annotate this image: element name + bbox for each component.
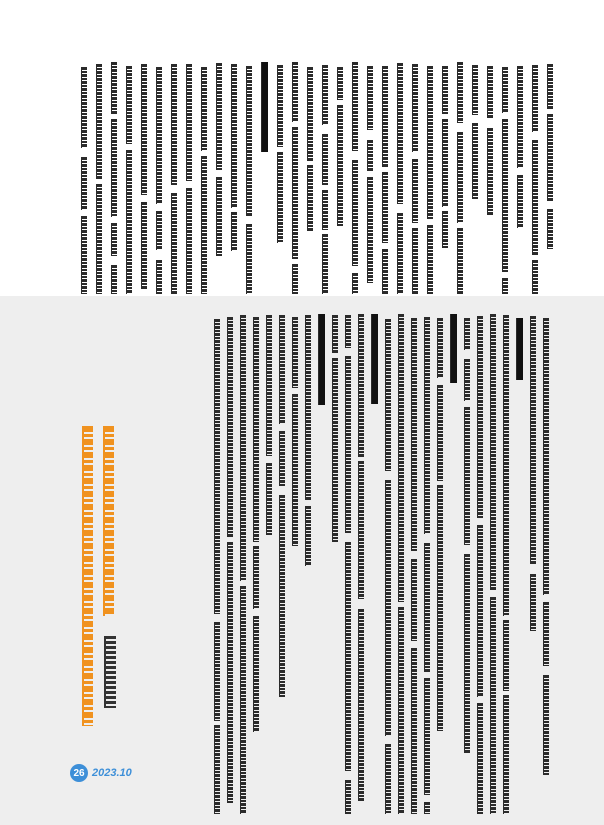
- text-column: [139, 62, 148, 294]
- text-column: [425, 62, 434, 294]
- script-line: [345, 542, 351, 772]
- text-column: [440, 62, 449, 294]
- script-line: [464, 359, 470, 401]
- script-line: [464, 318, 470, 350]
- script-line: [156, 67, 162, 204]
- text-column: [462, 314, 471, 814]
- script-line: [171, 64, 177, 185]
- script-line: [530, 316, 536, 564]
- script-line: [382, 172, 388, 244]
- script-line: [141, 64, 147, 195]
- script-line: [503, 620, 509, 690]
- script-line: [367, 140, 373, 171]
- text-column: [435, 314, 444, 814]
- script-line: [322, 65, 328, 125]
- script-line: [424, 543, 430, 672]
- script-line: [292, 394, 298, 545]
- script-line: [111, 223, 117, 256]
- issue-date: 2023.10: [92, 767, 132, 779]
- script-line: [503, 315, 509, 616]
- script-line: [503, 695, 509, 814]
- text-column: [305, 62, 314, 294]
- script-line: [442, 211, 448, 247]
- text-column: [475, 314, 484, 814]
- script-line: [126, 66, 132, 144]
- text-column: [396, 314, 405, 814]
- text-column: [500, 62, 509, 294]
- text-column: [251, 314, 260, 814]
- script-line: [437, 385, 443, 481]
- script-line: [516, 318, 523, 380]
- script-line: [532, 65, 538, 132]
- script-line: [318, 314, 325, 405]
- script-line: [543, 318, 549, 595]
- text-column: [409, 314, 418, 814]
- script-line: [547, 114, 553, 201]
- script-line: [477, 316, 483, 518]
- script-line: [457, 62, 463, 123]
- script-line: [266, 463, 272, 535]
- script-line: [307, 67, 313, 161]
- script-line: [305, 315, 311, 500]
- script-line: [411, 318, 417, 551]
- text-column: [515, 62, 524, 294]
- text-column: [488, 314, 497, 814]
- script-line: [214, 725, 220, 814]
- script-line: [382, 249, 388, 294]
- script-line: [450, 314, 457, 383]
- text-column: [124, 62, 133, 294]
- script-line: [81, 67, 87, 148]
- script-line: [227, 317, 233, 537]
- text-column: [79, 62, 88, 294]
- script-line: [547, 64, 553, 109]
- script-line: [292, 317, 298, 388]
- text-column: [320, 62, 329, 294]
- script-line: [279, 315, 285, 424]
- text-column: [225, 314, 234, 814]
- script-line: [227, 542, 233, 804]
- script-line: [111, 62, 117, 114]
- script-line: [382, 66, 388, 167]
- script-line: [427, 225, 433, 294]
- script-line: [214, 319, 220, 614]
- text-column: [343, 314, 352, 814]
- script-line: [532, 140, 538, 255]
- script-line: [547, 209, 553, 249]
- script-line: [427, 66, 433, 219]
- script-line: [337, 105, 343, 226]
- script-line: [457, 132, 463, 223]
- script-line: [543, 675, 549, 775]
- script-line: [385, 744, 391, 814]
- script-line: [517, 66, 523, 168]
- script-line: [477, 525, 483, 697]
- script-line: [358, 609, 364, 800]
- script-line: [472, 123, 478, 198]
- script-line: [126, 150, 132, 294]
- text-column: [169, 62, 178, 294]
- script-line: [277, 152, 283, 244]
- script-line: [201, 156, 207, 294]
- script-line: [352, 273, 358, 294]
- text-column: [380, 62, 389, 294]
- text-column: [422, 314, 431, 814]
- script-line: [385, 480, 391, 736]
- script-line: [253, 546, 259, 608]
- script-line: [279, 495, 285, 698]
- script-line: [397, 213, 403, 294]
- script-line: [442, 119, 448, 207]
- text-column: [455, 62, 464, 294]
- script-line: [385, 319, 391, 471]
- section-heading: [369, 314, 379, 814]
- page-footer: [70, 763, 132, 783]
- script-line: [345, 315, 351, 348]
- text-column: [528, 314, 537, 814]
- script-line: [543, 602, 549, 666]
- text-column: [541, 314, 550, 814]
- text-column: [330, 314, 339, 814]
- text-column: [109, 62, 118, 294]
- text-column: [410, 62, 419, 294]
- upper-text-block: [52, 62, 554, 294]
- script-line: [96, 64, 102, 179]
- text-column: [229, 62, 238, 294]
- text-column: [199, 62, 208, 294]
- script-line: [371, 314, 378, 404]
- script-line: [437, 485, 443, 730]
- script-line: [424, 317, 430, 534]
- script-line: [332, 315, 338, 353]
- script-line: [156, 211, 162, 251]
- script-line: [442, 66, 448, 114]
- text-column: [303, 314, 312, 814]
- text-column: [275, 62, 284, 294]
- text-column: [356, 314, 365, 814]
- section-heading: [448, 314, 458, 814]
- page-number-badge: 26: [70, 764, 88, 782]
- text-column: [277, 314, 286, 814]
- script-line: [532, 260, 538, 294]
- script-line: [186, 188, 192, 294]
- text-column: [94, 62, 103, 294]
- script-line: [231, 64, 237, 208]
- script-line: [81, 157, 87, 210]
- script-line: [277, 65, 283, 147]
- script-line: [214, 622, 220, 721]
- section-heading: [259, 62, 269, 294]
- text-column: [365, 62, 374, 294]
- script-line: [464, 554, 470, 752]
- script-line: [490, 314, 496, 590]
- text-column: [212, 314, 221, 814]
- script-line: [487, 128, 493, 215]
- script-line: [412, 228, 418, 294]
- script-line: [411, 559, 417, 641]
- script-line: [216, 63, 222, 170]
- script-line: [477, 703, 483, 814]
- script-line: [240, 586, 246, 814]
- text-column: [501, 314, 510, 814]
- script-line: [261, 62, 268, 152]
- text-column: [383, 314, 392, 814]
- script-line: [412, 64, 418, 152]
- script-line: [490, 597, 496, 814]
- script-line: [305, 506, 311, 566]
- script-line: [292, 264, 298, 294]
- script-line: [367, 177, 373, 282]
- script-line: [246, 66, 252, 216]
- text-column: [485, 62, 494, 294]
- script-line: [502, 119, 508, 272]
- script-line: [322, 134, 328, 186]
- script-line: [81, 216, 87, 294]
- script-line: [412, 159, 418, 223]
- script-line: [502, 278, 508, 294]
- text-column: [470, 62, 479, 294]
- script-line: [322, 190, 328, 231]
- script-line: [424, 678, 430, 794]
- script-line: [502, 67, 508, 113]
- script-line: [96, 184, 102, 294]
- script-line: [398, 607, 404, 814]
- script-line: [424, 802, 430, 814]
- script-line: [253, 317, 259, 542]
- section-heading: [514, 314, 524, 814]
- script-line: [358, 314, 364, 457]
- section-heading: [316, 314, 326, 814]
- text-column: [395, 62, 404, 294]
- script-line: [253, 616, 259, 732]
- text-column: [530, 62, 539, 294]
- script-line: [240, 315, 246, 581]
- script-line: [292, 127, 298, 259]
- script-line: [171, 193, 177, 294]
- script-line: [266, 315, 272, 456]
- script-line: [246, 224, 252, 294]
- script-line: [457, 228, 463, 294]
- script-line: [322, 234, 328, 294]
- script-line: [464, 407, 470, 545]
- text-column: [350, 62, 359, 294]
- script-line: [231, 212, 237, 251]
- text-column: [335, 62, 344, 294]
- text-column: [290, 314, 299, 814]
- script-line: [332, 358, 338, 542]
- text-column: [238, 314, 247, 814]
- text-column: [244, 62, 253, 294]
- text-column: [154, 62, 163, 294]
- text-column: [214, 62, 223, 294]
- text-column: [184, 62, 193, 294]
- script-line: [397, 63, 403, 204]
- script-line: [411, 648, 417, 814]
- script-line: [111, 265, 117, 294]
- author-byline: [104, 636, 116, 708]
- script-line: [186, 64, 192, 181]
- script-line: [292, 62, 298, 122]
- script-line: [437, 318, 443, 378]
- script-line: [487, 66, 493, 118]
- script-line: [201, 67, 207, 151]
- script-line: [358, 461, 364, 599]
- script-line: [111, 119, 117, 217]
- script-line: [307, 165, 313, 231]
- text-column: [264, 314, 273, 814]
- text-column: [290, 62, 299, 294]
- script-line: [530, 574, 536, 632]
- script-line: [337, 67, 343, 100]
- script-line: [367, 66, 373, 130]
- script-line: [141, 202, 147, 289]
- article-body: [150, 314, 550, 814]
- script-line: [156, 260, 162, 294]
- script-line: [279, 431, 285, 486]
- text-column: [545, 62, 554, 294]
- script-line: [472, 65, 478, 115]
- title-line-1: [80, 426, 95, 756]
- script-line: [216, 177, 222, 256]
- script-line: [398, 314, 404, 602]
- script-line: [345, 356, 351, 534]
- script-line: [345, 780, 351, 814]
- script-line: [352, 160, 358, 266]
- script-line: [352, 62, 358, 151]
- script-line: [517, 175, 523, 228]
